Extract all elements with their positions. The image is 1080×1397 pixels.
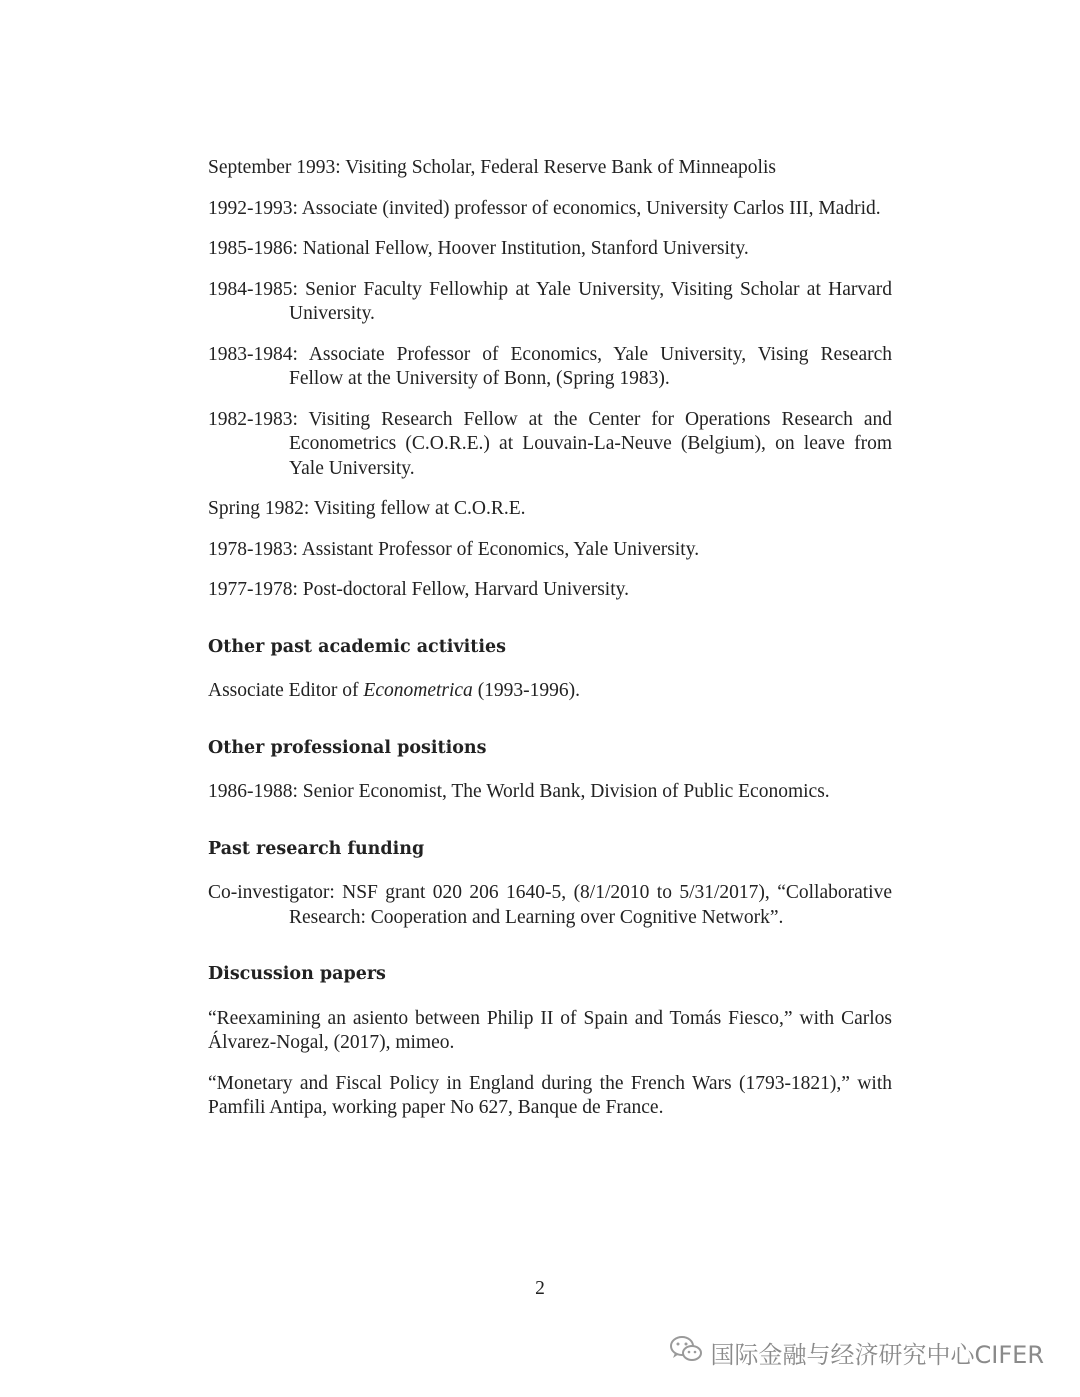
page-number: 2 (535, 1278, 545, 1299)
editor-entry (208, 679, 892, 704)
journal-name: Econometrica (363, 680, 473, 701)
editor-prefix: Associate Editor of (208, 680, 364, 701)
position-entry: 1982-1983: Visiting Research Fellow at the Center for Operations Research and Econometrics (C.O.R.E.) at Louvain-La-Neuve (Belgium), on leave from Yale University. (208, 408, 892, 479)
position-entry: 1983-1984: Associate Professor of Economics, Yale University, Vising Research Fellow at the University of Bonn, (Spring 1983). (208, 343, 892, 389)
position-entry: 1992-1993: Associate (invited) professor of economics, University Carlos III, Madrid. (208, 197, 881, 219)
watermark-text: 国际金融与经济研究中心CIFER (710, 1340, 1044, 1369)
section-title-papers: Discussion papers (208, 964, 386, 984)
position-entry: 1985-1986: National Fellow, Hoover Institution, Stanford University. (208, 238, 749, 259)
position-entry: 1978-1983: Assistant Professor of Economics, Yale University. (208, 538, 700, 560)
editor-suffix: (1993-1996). (472, 680, 581, 701)
position-entry: 1984-1985: Senior Faculty Fellowhip at Yale University, Visiting Scholar at Harvard University. (208, 278, 892, 324)
paper-entry: “Monetary and Fiscal Policy in England during the French Wars (1793-1821),” with Pamfili Antipa, working paper No 627, Banque de France. (208, 1072, 892, 1118)
funding-entry: Co-investigator: NSF grant 020 206 1640-5, (8/1/2010 to 5/31/2017), “Collaborative Research: Cooperation and Learning over Cognitive Network”. (208, 882, 892, 928)
section-title-funding: Past research funding (208, 838, 425, 859)
section-title-academic: Other past academic activities (208, 636, 506, 657)
document-body (208, 156, 892, 1137)
wechat-icon (669, 1334, 703, 1370)
position-entry: September 1993: Visiting Scholar, Federal Reserve Bank of Minneapolis (208, 157, 776, 178)
section-title-professional: Other professional positions (208, 737, 487, 758)
position-entry: 1977-1978: Post-doctoral Fellow, Harvard University. (208, 579, 629, 600)
professional-entry: 1986-1988: Senior Economist, The World Bank, Division of Public Economics. (208, 781, 830, 802)
position-entry: Spring 1982: Visiting fellow at C.O.R.E. (208, 498, 526, 519)
paper-entry: “Reexamining an asiento between Philip II of Spain and Tomás Fiesco,” with Carlos Álvarez-Nogal, (2017), mimeo. (208, 1007, 892, 1053)
watermark (669, 1334, 1044, 1370)
